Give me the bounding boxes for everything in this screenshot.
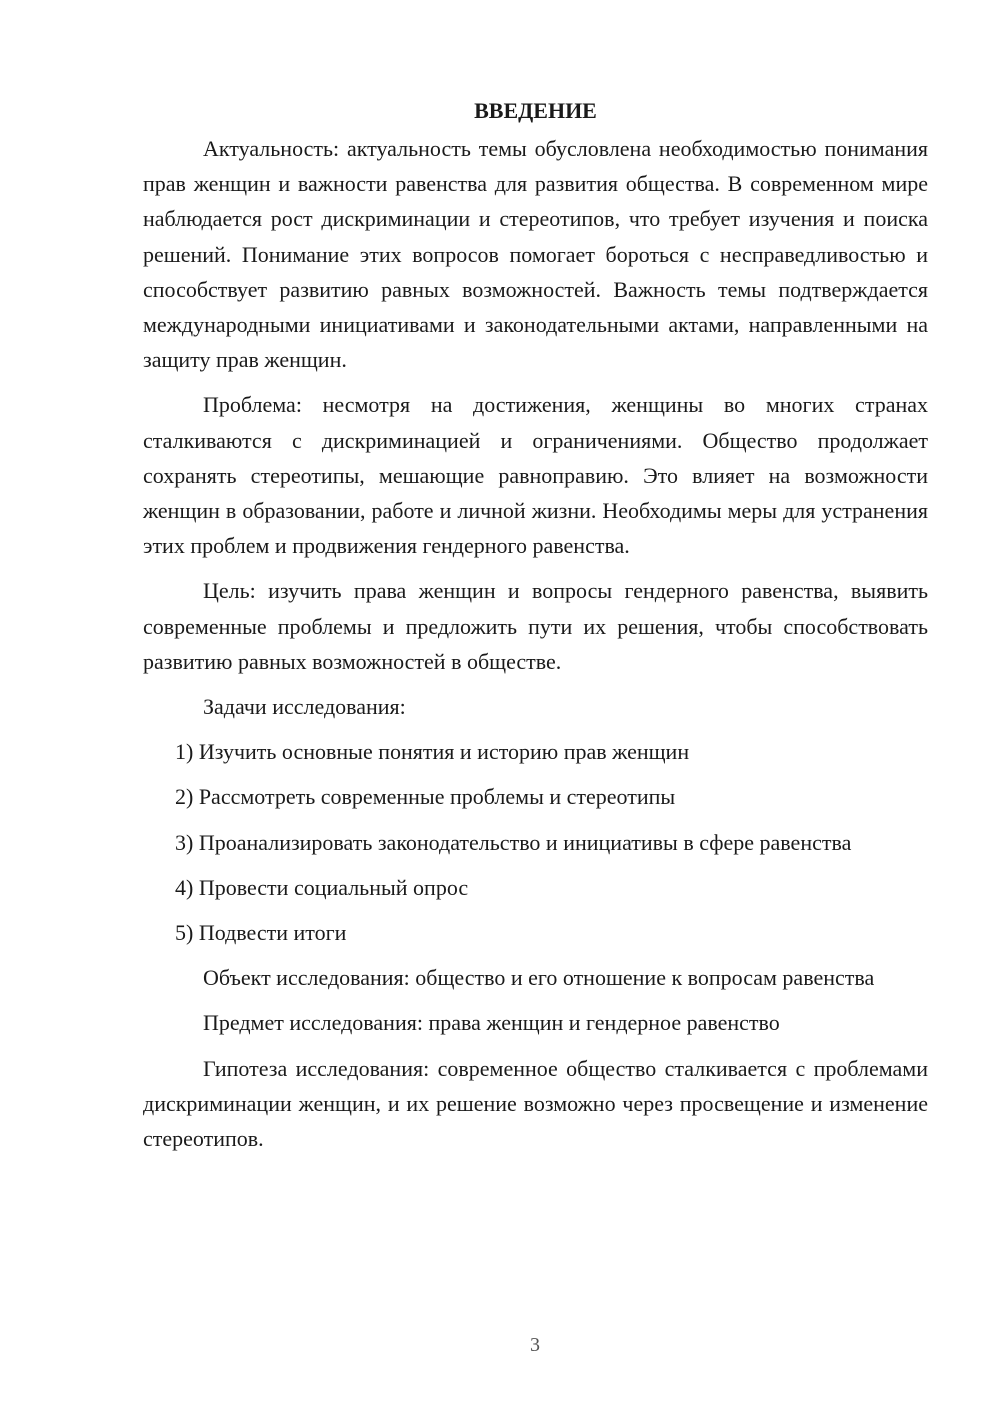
paragraph-object: Объект исследования: общество и его отношение к вопросам равенства: [203, 965, 875, 991]
paragraph-subject: Предмет исследования: права женщин и гендерное равенство: [203, 1010, 780, 1036]
task-item: 1) Изучить основные понятия и историю прав женщин: [175, 739, 690, 765]
paragraph-problem: Проблема: несмотря на достижения, женщины во многих странах сталкиваются с дискриминацией и ограничениями. Общество продолжает сохранять стереотипы, мешающие равноправию. Это влияет на возможности женщин в образовании, работе и личной жизни. Необходимы меры для устранения этих проблем и продвижения гендерного равенства.: [143, 392, 928, 559]
section-heading: ВВЕДЕНИЕ: [474, 98, 597, 123]
task-item: 2) Рассмотреть современные проблемы и стереотипы: [175, 784, 676, 810]
paragraph-hypothesis: Гипотеза исследования: современное общество сталкивается с проблемами дискриминации женщин, и их решение возможно через просвещение и изменение стереотипов.: [143, 1055, 928, 1152]
task-item: 5) Подвести итоги: [175, 920, 347, 946]
paragraph-relevance: Актуальность: актуальность темы обусловлена необходимостью понимания прав женщин и важности равенства для развития общества. В современном мире наблюдается рост дискриминации и стереотипов, что требует изучения и поиска решений. Понимание этих вопросов помогает бороться с несправедливостью и способствует развитию равных возможностей. Важность темы подтверждается международными инициативами и законодательными актами, направленными на защиту прав женщин.: [143, 136, 928, 373]
tasks-title: Задачи исследования:: [203, 694, 406, 720]
document-page: [143, 96, 928, 1156]
task-item: 3) Проанализировать законодательство и инициативы в сфере равенства: [175, 829, 852, 855]
paragraph-goal: Цель: изучить права женщин и вопросы гендерного равенства, выявить современные проблемы и предложить пути их решения, чтобы способствовать развитию равных возможностей в обществе.: [143, 578, 928, 674]
page-number: 3: [530, 1334, 540, 1356]
task-item: 4) Провести социальный опрос: [175, 874, 469, 900]
